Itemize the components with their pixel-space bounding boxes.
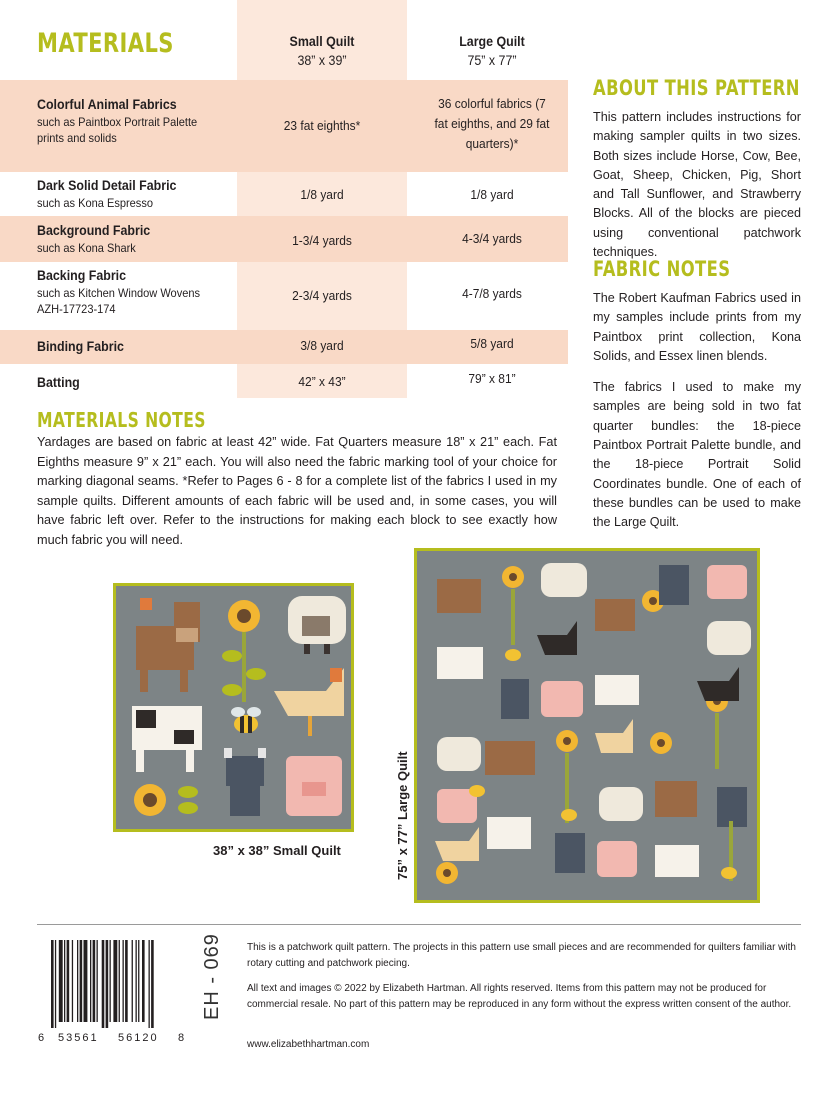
sunflower-block — [222, 600, 266, 702]
barcode-bar — [64, 940, 65, 1022]
small-quilt-header — [244, 32, 400, 70]
chicken-block — [274, 668, 344, 736]
materials-notes-heading: MATERIALS NOTES — [37, 408, 206, 432]
materials-heading: MATERIALS — [37, 28, 174, 59]
barcode-bar — [80, 940, 83, 1022]
large-value-background: 4-3/4 yards — [462, 231, 522, 246]
large-quilt-header — [414, 32, 570, 70]
barcode-bar — [132, 940, 133, 1022]
small-value-animal: 23 fat eighths* — [283, 118, 361, 133]
row-label: Dark Solid Detail Fabric — [37, 178, 177, 193]
fabric-notes-text — [593, 289, 801, 542]
barcode-bar — [55, 940, 56, 1028]
pigs — [437, 565, 747, 877]
row-label: Background Fabric — [37, 223, 151, 238]
row-name-backing — [37, 268, 221, 317]
barcode-bar — [138, 940, 139, 1022]
goat-block — [224, 748, 266, 816]
footer-copyright: All text and images © 2022 by Elizabeth Hartman. All rights reserved. Items from this pattern may not be produced for commercial resale. No part of this pattern may be reproduced in any form without the express written consent of the author. — [247, 983, 792, 1010]
row-label: Binding Fabric — [37, 339, 124, 354]
large-value-binding: 5/8 yard — [470, 336, 514, 351]
sunflower-centers — [443, 573, 721, 877]
row-name-binding — [37, 339, 124, 354]
about-paragraph: This pattern includes instructions for making sampler quilts in two sizes. Both sizes include Horse, Cow, Bee, Goat, Sheep, Chicken, Pig, Short and Tall Sunflower, and Strawberry Blocks. All of the blocks are pieced using conventional patchwork techniques. — [593, 110, 801, 260]
bee-block — [231, 707, 261, 733]
large-value-animal: 36 colorful fabrics (7 fat eighths, and 29 fat quarters)* — [434, 96, 550, 151]
barcode-bar — [125, 940, 128, 1022]
small-value-dark-solid: 1/8 yard — [300, 187, 344, 202]
large-value-dark-solid: 1/8 yard — [470, 187, 514, 202]
row-name-background — [37, 223, 221, 256]
row-name-batting — [37, 375, 80, 390]
barcode-bar — [123, 940, 124, 1022]
large-quilt-image — [414, 548, 760, 903]
barcode-bar — [136, 940, 137, 1022]
small-quilt-illustration — [116, 586, 351, 829]
row-label: Backing Fabric — [37, 268, 127, 283]
barcode-digits-right: 56120 — [118, 1032, 159, 1044]
barcode-bar — [59, 940, 63, 1022]
barcode-bar — [84, 940, 88, 1022]
barcode-bar — [119, 940, 120, 1022]
fabric-notes-paragraph-2: The fabrics I used to make my samples are being sold in two fat quarter bundles: the 18-piece Paintbox Portrait Palette bundle, and the 18-piece Portrait Solid Coordinates bundle. One of each of these bundles can be used to make the Large Quilt. — [593, 380, 801, 530]
footer-website-link[interactable]: www.elizabethhartman.com — [247, 1039, 370, 1050]
barcode-bar — [51, 940, 54, 1028]
barcode-bar — [93, 940, 96, 1022]
large-quilt-title: Large Quilt — [459, 34, 525, 49]
pig-block — [286, 756, 342, 816]
fabric-notes-heading: FABRIC NOTES — [593, 257, 731, 281]
barcode-bar — [149, 940, 150, 1028]
barcode-bar — [77, 940, 78, 1022]
row-sub: such as Paintbox Portrait Palette prints and solids — [37, 115, 198, 145]
small-quilt-size: 38” x 39” — [297, 53, 347, 68]
product-code: EH - 069 — [201, 933, 223, 1020]
row-name-dark-solid — [37, 178, 221, 211]
barcode-bar — [72, 940, 73, 1022]
large-value-backing: 4-7/8 yards — [462, 286, 522, 301]
barcode-digit-first: 6 — [38, 1032, 45, 1044]
barcode-bar — [67, 940, 70, 1022]
small-quilt-caption: 38” x 38” Small Quilt — [213, 843, 341, 858]
materials-table — [0, 0, 568, 398]
barcode-bar — [106, 940, 109, 1028]
fabric-notes-paragraph-1: The Robert Kaufman Fabrics used in my samples include prints from my Paintbox print collection, Kona Solids, and Essex linen blends. — [593, 291, 801, 363]
barcode-bar — [90, 940, 91, 1022]
large-quilt-caption: 75” x 77” Large Quilt — [395, 751, 410, 880]
barcode-bar — [142, 940, 145, 1022]
barcode-image — [47, 940, 175, 1030]
large-quilt-illustration — [417, 551, 757, 900]
footer-disclaimer: This is a patchwork quilt pattern. The projects in this pattern use small pieces and are recommended for quilters familiar with rotary cutting and patchwork piecing. — [247, 942, 796, 969]
small-quilt-image — [113, 583, 354, 832]
footer-divider — [37, 924, 801, 925]
small-quilt-title: Small Quilt — [289, 34, 355, 49]
barcode-bar — [97, 940, 98, 1022]
row-sub: such as Kona Espresso — [37, 196, 153, 210]
small-value-backing: 2-3/4 yards — [292, 288, 352, 303]
cow-block — [132, 706, 202, 772]
barcode-bar — [151, 940, 154, 1028]
sheep-block — [288, 596, 346, 654]
row-sub: such as Kona Shark — [37, 241, 136, 255]
barcode-bar — [102, 940, 105, 1028]
row-name-animal — [37, 97, 221, 146]
barcode-bar — [110, 940, 111, 1022]
barcode-digits-left: 53561 — [58, 1032, 99, 1044]
row-label: Colorful Animal Fabrics — [37, 97, 177, 112]
large-value-batting: 79” x 81” — [468, 371, 516, 386]
small-value-batting: 42” x 43” — [298, 374, 346, 389]
small-value-background: 1-3/4 yards — [292, 233, 352, 248]
row-sub: such as Kitchen Window Wovens AZH-17723-174 — [37, 286, 201, 316]
about-heading: ABOUT THIS PATTERN — [593, 76, 800, 100]
small-value-binding: 3/8 yard — [300, 338, 344, 353]
barcode-bar — [113, 940, 117, 1022]
barcode-digit-last: 8 — [178, 1032, 185, 1044]
horse-block — [136, 598, 200, 692]
large-quilt-size: 75” x 77” — [467, 53, 517, 68]
materials-notes-text: Yardages are based on fabric at least 42” wide. Fat Quarters measure 18” x 21” each. Fat Eighths measure 9” x 21” each. You will also need the fabric marking tool of your choice for marking diagonal seams. *Refer to Pages 6 - 8 for a complete list of the fabrics I used in my sample quilts. Different amounts of each fabric will be used and, in some cases, you will have fabric left over. Refer to the instructions for making each block to see exactly how much fabric you will need. — [37, 435, 557, 547]
short-sunflower-block — [134, 784, 198, 816]
about-text — [593, 108, 801, 271]
row-label: Batting — [37, 375, 80, 390]
